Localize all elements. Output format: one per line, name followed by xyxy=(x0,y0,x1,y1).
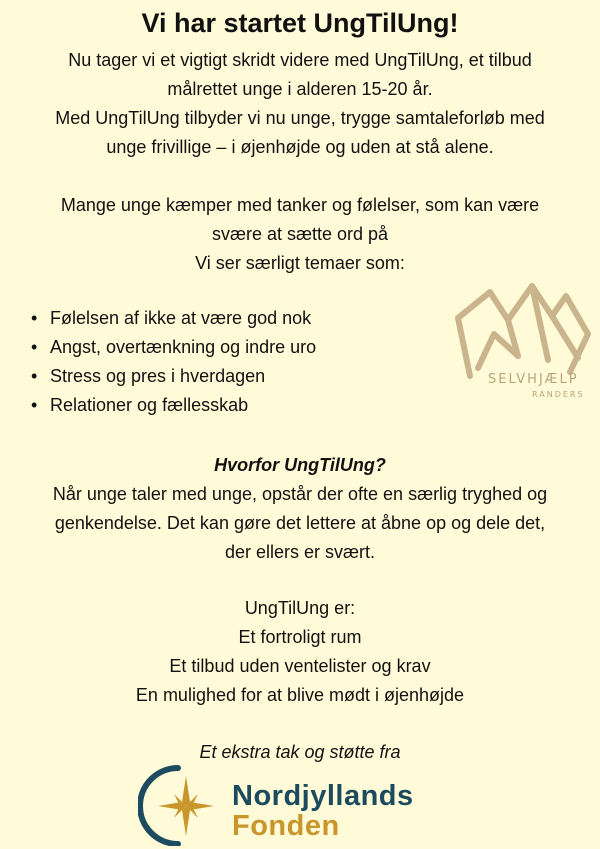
intro-line: Vi ser særligt temaer som: xyxy=(195,253,405,273)
spacer xyxy=(0,162,600,191)
why-line: genkendelse. Det kan gøre det lettere at åbne op og dele det, xyxy=(54,513,546,533)
ungtilung-is-block xyxy=(0,594,600,710)
nordjyllands-wordmark: Nordjyllands xyxy=(232,780,414,812)
is-item: Et tilbud uden ventelister og krav xyxy=(169,656,431,676)
intro-line: unge frivillige – i øjenhøjde og uden at stå alene. xyxy=(106,137,494,157)
is-item: En mulighed for at blive mødt i øjenhøjde xyxy=(135,685,465,705)
intro-line: svære at sætte ord på xyxy=(211,224,389,244)
why-line: Når unge taler med unge, opstår der ofte en særlig tryghed og xyxy=(52,484,548,504)
selvhjaelp-wordmark: SELVHJÆLP xyxy=(488,372,579,387)
thanks-text: Et ekstra tak og støtte fra xyxy=(199,742,401,762)
why-text xyxy=(0,480,600,567)
selvhjaelp-subtitle: RANDERS xyxy=(532,390,585,399)
intro-line: Med UngTilUng tilbyder vi nu unge, trygge samtaleforløb med xyxy=(55,108,545,128)
nordjyllands-star-icon xyxy=(138,762,228,846)
list-item: • Stress og pres i hverdagen xyxy=(30,362,316,391)
why-line: der ellers er svært. xyxy=(224,542,376,562)
is-item: Et fortroligt rum xyxy=(238,627,362,647)
page-title: Vi har startet UngTilUng! xyxy=(141,8,459,38)
intro-line: Mange unge kæmper med tanker og følelser, som kan være xyxy=(60,195,540,215)
list-item: • Angst, overtænkning og indre uro xyxy=(30,333,316,362)
list-item: • Relationer og fællesskab xyxy=(30,391,316,420)
list-item: • Følelsen af ikke at være god nok xyxy=(30,304,316,333)
intro-line: målrettet unge i alderen 15-20 år. xyxy=(167,79,433,99)
fonden-wordmark: Fonden xyxy=(232,810,340,842)
themes-list xyxy=(30,304,316,420)
intro-line: Nu tager vi et vigtigt skridt videre med UngTilUng, et tilbud xyxy=(68,50,532,70)
is-heading: UngTilUng er: xyxy=(244,598,356,618)
intro-text xyxy=(0,46,600,278)
why-heading: Hvorfor UngTilUng? xyxy=(214,455,386,475)
